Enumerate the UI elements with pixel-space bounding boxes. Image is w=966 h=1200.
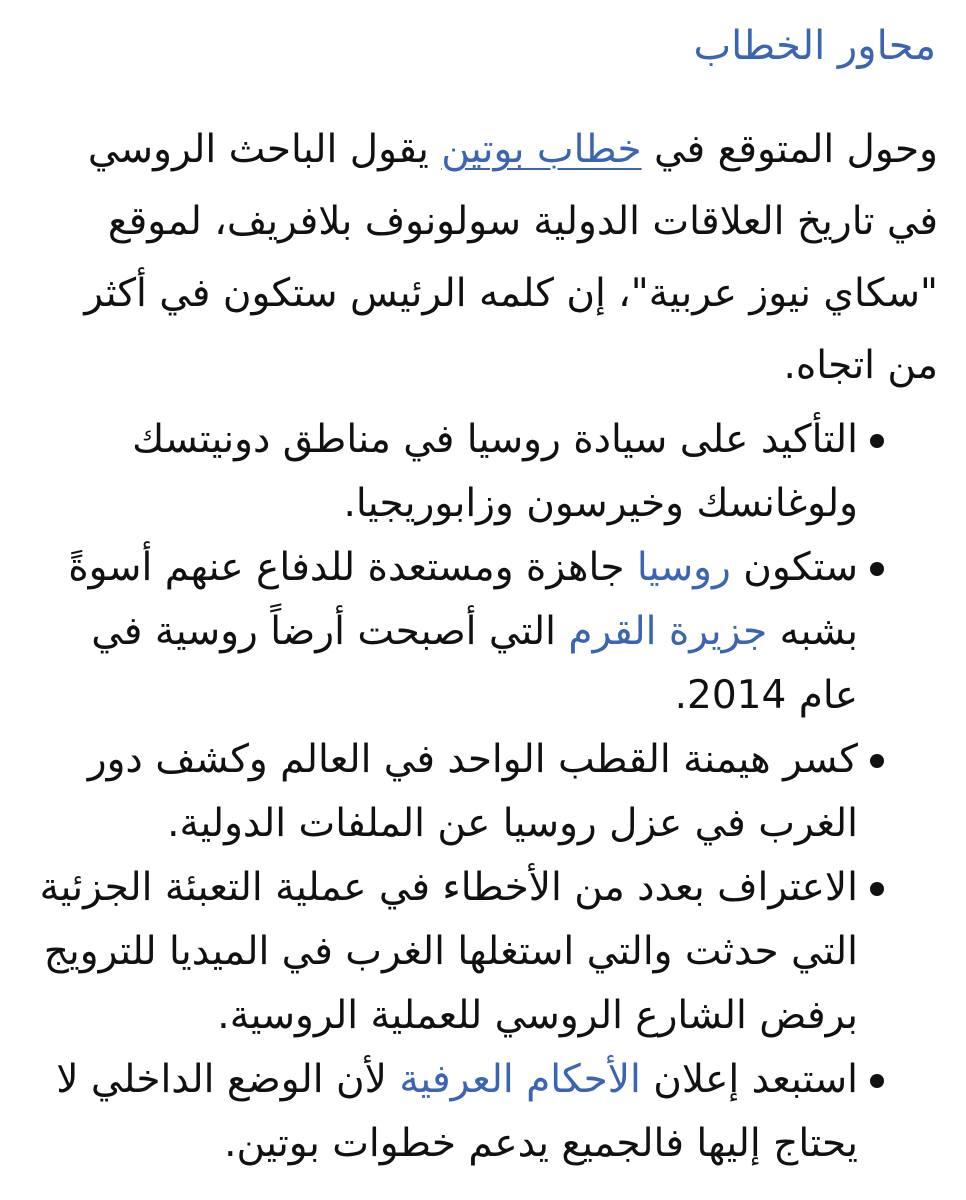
point-text-end: لأن الوضع الداخلي لا يحتاج إليها فالجميع يدعم خطوات بوتين. [56, 1057, 858, 1166]
intro-paragraph [30, 114, 938, 402]
bullet-icon [870, 434, 884, 448]
point-text: التأكيد على سيادة روسيا في مناطق دونيتسك ولوغانسك وخيرسون وزابوريجيا. [132, 417, 858, 526]
point-text-middle: جاهزة ومستعدة للدفاع عنهم أسوةً بشبه [68, 545, 858, 654]
crimea-link[interactable]: جزيرة القرم [568, 609, 768, 654]
speech-points-list [30, 408, 938, 1176]
intro-text-end: يقول الباحث الروسي في تاريخ العلاقات الدولية سولونوف بلافريف، لموقع "سكاي نيوز عربية"، إن كلمه الرئيس ستكون في أكثر من اتجاه. [84, 127, 938, 388]
list-item [30, 408, 938, 536]
putin-speech-link[interactable]: خطاب بوتين [441, 127, 642, 172]
point-text-end: التي أصبحت أرضاً روسية في عام 2014. [91, 609, 858, 718]
point-text: الاعتراف بعدد من الأخطاء في عملية التعبئة الجزئية التي حدثت والتي استغلها الغرب في الميديا للترويج برفض الشارع الروسي للعملية الروسية. [39, 865, 858, 1038]
list-item [30, 728, 938, 856]
list-item [30, 1048, 938, 1176]
list-item [30, 856, 938, 1048]
bullet-icon [870, 754, 884, 768]
intro-text-start: وحول المتوقع في [641, 127, 938, 172]
point-text: كسر هيمنة القطب الواحد في العالم وكشف دور الغرب في عزل روسيا عن الملفات الدولية. [87, 737, 858, 846]
point-text-start: استبعد إعلان [640, 1057, 858, 1102]
point-text-start: ستكون [730, 545, 858, 590]
russia-link[interactable]: روسيا [636, 545, 731, 590]
martial-law-link[interactable]: الأحكام العرفية [399, 1057, 641, 1102]
section-heading: محاور الخطاب [693, 23, 936, 69]
bullet-icon [870, 882, 884, 896]
list-item [30, 536, 938, 728]
bullet-icon [870, 1074, 884, 1088]
bullet-icon [870, 562, 884, 576]
